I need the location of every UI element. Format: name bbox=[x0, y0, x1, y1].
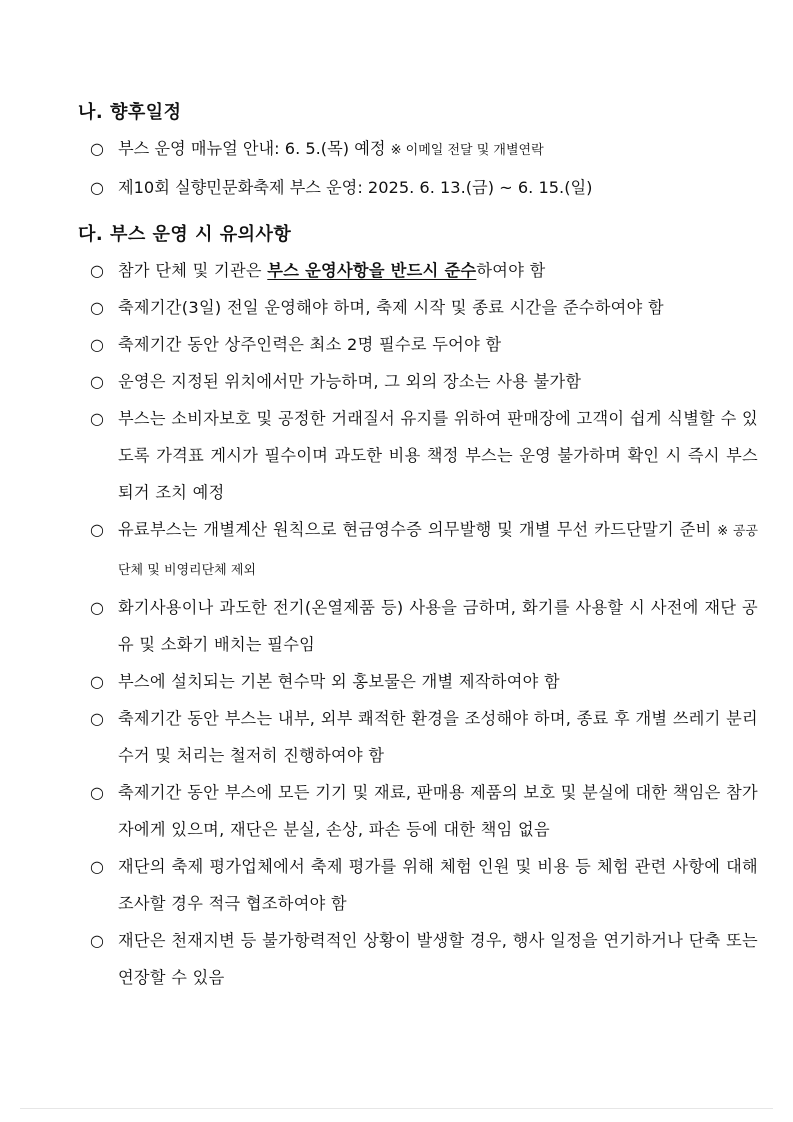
item-text: 유료부스는 개별계산 원칙으로 현금영수증 의무발행 및 개별 무선 카드단말기 준비 bbox=[118, 520, 718, 539]
item-text: 재단은 천재지변 등 불가항력적인 상황이 발생할 경우, 행사 일정을 연기하거나 단축 또는 연장할 수 있음 bbox=[118, 931, 758, 987]
list-item bbox=[78, 511, 758, 589]
item-text: 재단의 축제 평가업체에서 축제 평가를 위해 체험 인원 및 비용 등 체험 관련 사항에 대해 조사할 경우 적극 협조하여야 함 bbox=[118, 857, 758, 913]
list-item bbox=[78, 700, 758, 774]
item-text: 축제기간(3일) 전일 운영해야 하며, 축제 시작 및 종료 시간을 준수하여야 함 bbox=[118, 298, 664, 317]
circle-bullet-icon: ○ bbox=[90, 931, 104, 950]
circle-bullet-icon: ○ bbox=[90, 672, 104, 691]
circle-bullet-icon: ○ bbox=[90, 857, 104, 876]
item-text: 축제기간 동안 상주인력은 최소 2명 필수로 두어야 함 bbox=[118, 335, 502, 354]
circle-bullet-icon: ○ bbox=[90, 139, 104, 158]
section-precautions bbox=[78, 218, 758, 996]
circle-bullet-icon: ○ bbox=[90, 409, 104, 428]
item-text-emphasis: 부스 운영사항을 반드시 준수 bbox=[267, 261, 477, 280]
circle-bullet-icon: ○ bbox=[90, 783, 104, 802]
item-text-pre: 참가 단체 및 기관은 bbox=[118, 261, 268, 280]
list-item bbox=[78, 363, 758, 400]
circle-bullet-icon: ○ bbox=[90, 335, 104, 354]
circle-bullet-icon: ○ bbox=[90, 178, 104, 197]
section-title: 나. 향후일정 bbox=[78, 102, 182, 123]
section-schedule bbox=[78, 96, 758, 206]
item-text: 제10회 실향민문화축제 부스 운영: 2025. 6. 13.(금) ~ 6. 15.(일) bbox=[118, 178, 593, 197]
circle-bullet-icon: ○ bbox=[90, 709, 104, 728]
page-bottom-divider bbox=[20, 1108, 773, 1109]
circle-bullet-icon: ○ bbox=[90, 520, 104, 539]
item-text: 부스 운영 매뉴얼 안내: 6. 5.(목) 예정 bbox=[118, 139, 391, 158]
item-text: 축제기간 동안 부스에 모든 기기 및 재료, 판매용 제품의 보호 및 분실에 대한 책임은 참가자에게 있으며, 재단은 분실, 손상, 파손 등에 대한 책임 없음 bbox=[118, 783, 758, 839]
circle-bullet-icon: ○ bbox=[90, 372, 104, 391]
item-note: ※ 공공단체 및 비영리단체 제외 bbox=[118, 524, 758, 578]
list-item bbox=[78, 848, 758, 922]
list-item bbox=[78, 252, 758, 289]
list-item bbox=[78, 774, 758, 848]
item-text: 축제기간 동안 부스는 내부, 외부 쾌적한 환경을 조성해야 하며, 종료 후 개별 쓰레기 분리수거 및 처리는 철저히 진행하여야 함 bbox=[118, 709, 758, 765]
item-text: 부스는 소비자보호 및 공정한 거래질서 유지를 위하여 판매장에 고객이 쉽게 식별할 수 있도록 가격표 게시가 필수이며 과도한 비용 책정 부스는 운영 불가하며 확인 시 즉시 부스 퇴거 조치 예정 bbox=[118, 409, 758, 502]
circle-bullet-icon: ○ bbox=[90, 261, 104, 280]
list-item bbox=[78, 130, 758, 169]
section-title: 다. 부스 운영 시 유의사항 bbox=[78, 224, 292, 245]
circle-bullet-icon: ○ bbox=[90, 298, 104, 317]
list-item bbox=[78, 326, 758, 363]
item-text: 운영은 지정된 위치에서만 가능하며, 그 외의 장소는 사용 불가함 bbox=[118, 372, 582, 391]
item-text-post: 하여야 함 bbox=[476, 261, 546, 280]
list-item bbox=[78, 922, 758, 996]
item-text: 부스에 설치되는 기본 현수막 외 홍보물은 개별 제작하여야 함 bbox=[118, 672, 560, 691]
list-item bbox=[78, 589, 758, 663]
item-note: ※ 이메일 전달 및 개별연락 bbox=[390, 143, 544, 158]
circle-bullet-icon: ○ bbox=[90, 598, 104, 617]
item-text: 화기사용이나 과도한 전기(온열제품 등) 사용을 금하며, 화기를 사용할 시 사전에 재단 공유 및 소화기 배치는 필수임 bbox=[118, 598, 758, 654]
list-item bbox=[78, 663, 758, 700]
list-item bbox=[78, 289, 758, 326]
list-item bbox=[78, 169, 758, 206]
list-item bbox=[78, 400, 758, 511]
